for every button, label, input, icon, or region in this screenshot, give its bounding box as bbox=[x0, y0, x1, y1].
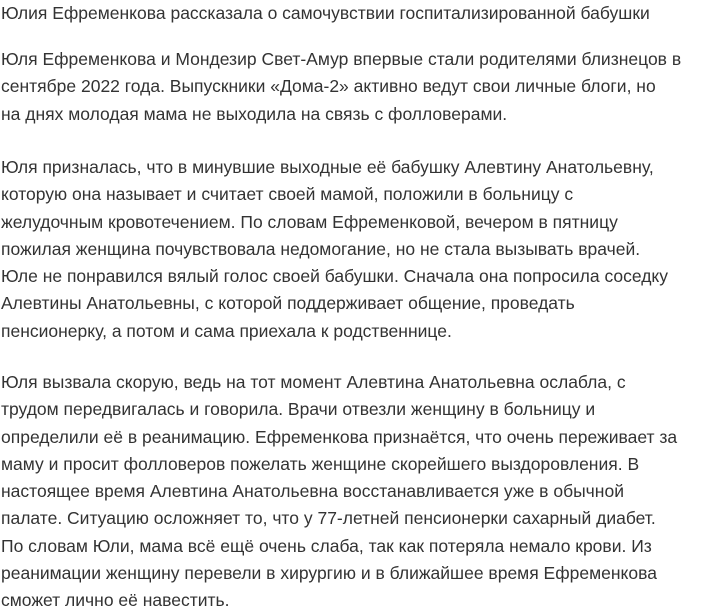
paragraph-line: настоящее время Алевтина Анатольевна восстанавливается уже в обычной bbox=[1, 481, 624, 502]
article-paragraph-3 bbox=[1, 369, 677, 615]
paragraph-line: палате. Ситуацию осложняет то, что у 77-летней пенсионерки сахарный диабет. bbox=[1, 508, 656, 529]
paragraph-line: Юля вызвала скорую, ведь на тот момент Алевтина Анатольевна ослабла, с bbox=[1, 372, 626, 392]
paragraph-line: Юля призналась, что в минувшие выходные её бабушку Алевтину Анатольевну, bbox=[1, 157, 654, 177]
paragraph-line: Юля Ефременкова и Мондезир Свет-Амур впервые стали родителями близнецов в bbox=[1, 49, 682, 69]
paragraph-line: желудочным кровотечением. По словам Ефременковой, вечером в пятницу bbox=[1, 211, 618, 232]
paragraph-line: трудом передвигалась и говорила. Врачи отвезли женщину в больницу и bbox=[1, 399, 596, 420]
paragraph-line: сможет лично её навестить. bbox=[1, 590, 230, 611]
article-paragraph-1 bbox=[1, 46, 681, 128]
paragraph-line: сентябре 2022 года. Выпускники «Дома-2» активно ведут свои личные блоги, но bbox=[1, 76, 656, 97]
paragraph-line: определили её в реанимацию. Ефременкова признаётся, что очень переживает за bbox=[1, 426, 678, 447]
article-paragraph-2 bbox=[1, 154, 668, 345]
paragraph-line: пенсионерку, а потом и сама приехала к родственнице. bbox=[1, 320, 452, 341]
paragraph-line: По словам Юли, мама всё ещё очень слаба, так как потеряла немало крови. Из bbox=[1, 535, 652, 556]
paragraph-line: Юле не понравился вялый голос своей бабушки. Сначала она попросила соседку bbox=[1, 266, 669, 287]
article-title: Юлия Ефременкова рассказала о самочувствии госпитализированной бабушки bbox=[1, 3, 650, 23]
paragraph-line: которую она называет и считает своей мамой, положили в больницу с bbox=[1, 184, 574, 205]
paragraph-line: реанимации женщину перевели в хирургию и в ближайшее время Ефременкова bbox=[1, 563, 657, 584]
paragraph-line: на днях молодая мама не выходила на связь с фолловерами. bbox=[1, 103, 508, 124]
paragraph-line: Алевтины Анатольевны, с которой поддерживает общение, проведать bbox=[1, 293, 575, 314]
paragraph-line: маму и просит фолловеров пожелать женщине скорейшего выздоровления. В bbox=[1, 453, 640, 474]
paragraph-line: пожилая женщина почувствовала недомогание, но не стала вызывать врачей. bbox=[1, 238, 641, 259]
